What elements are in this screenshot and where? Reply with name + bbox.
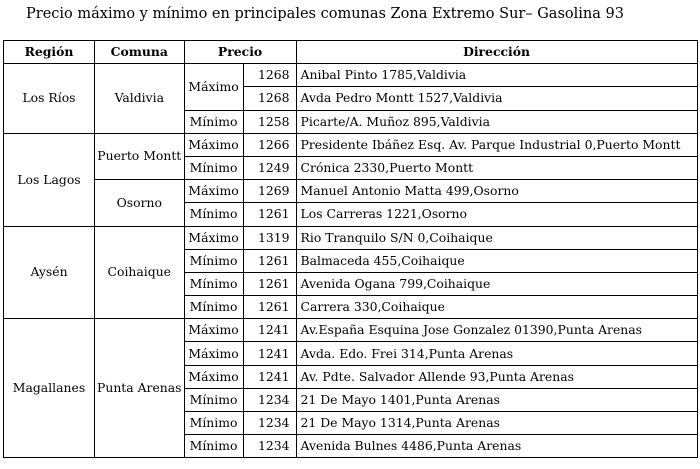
tipo-cell: Mínimo xyxy=(184,388,243,411)
direccion-cell: 21 De Mayo 1401,Punta Arenas xyxy=(296,388,697,411)
precio-cell: 1261 xyxy=(243,272,296,295)
direccion-cell: Avda Pedro Montt 1527,Valdivia xyxy=(296,87,697,110)
tipo-cell: Máximo xyxy=(184,180,243,203)
tipo-cell: Máximo xyxy=(184,342,243,365)
comuna-cell: Coihaique xyxy=(95,226,185,319)
table-row xyxy=(4,64,698,87)
precio-cell: 1241 xyxy=(243,342,296,365)
direccion-cell: Crónica 2330,Puerto Montt xyxy=(296,156,697,179)
comuna-cell: Osorno xyxy=(95,180,185,226)
direccion-cell: Rio Tranquilo S/N 0,Coihaique xyxy=(296,226,697,249)
tipo-cell: Máximo xyxy=(184,133,243,156)
tipo-cell: Mínimo xyxy=(184,296,243,319)
page-title: Precio máximo y mínimo en principales comunas Zona Extremo Sur– Gasolina 93 xyxy=(26,6,624,22)
direccion-cell: Av. Pdte. Salvador Allende 93,Punta Arenas xyxy=(296,365,697,388)
table-row xyxy=(4,180,698,203)
comuna-cell: Puerto Montt xyxy=(95,133,185,179)
direccion-cell: Manuel Antonio Matta 499,Osorno xyxy=(296,180,697,203)
tipo-cell: Mínimo xyxy=(184,110,243,133)
direccion-cell: Carrera 330,Coihaique xyxy=(296,296,697,319)
direccion-cell: Avenida Ogana 799,Coihaique xyxy=(296,272,697,295)
precio-cell: 1249 xyxy=(243,156,296,179)
precio-cell: 1234 xyxy=(243,435,296,458)
region-cell: Los Lagos xyxy=(4,133,95,226)
precio-cell: 1234 xyxy=(243,412,296,435)
direccion-cell: 21 De Mayo 1314,Punta Arenas xyxy=(296,412,697,435)
tipo-cell: Máximo xyxy=(184,365,243,388)
direccion-cell: Av.España Esquina Jose Gonzalez 01390,Punta Arenas xyxy=(296,319,697,342)
region-cell: Los Ríos xyxy=(4,64,95,134)
tipo-cell: Mínimo xyxy=(184,272,243,295)
region-cell: Magallanes xyxy=(4,319,95,458)
table-row xyxy=(4,133,698,156)
precio-cell: 1258 xyxy=(243,110,296,133)
region-cell: Aysén xyxy=(4,226,95,319)
precio-cell: 1266 xyxy=(243,133,296,156)
precio-cell: 1319 xyxy=(243,226,296,249)
tipo-cell: Máximo xyxy=(184,226,243,249)
precio-cell: 1234 xyxy=(243,388,296,411)
tipo-cell: Mínimo xyxy=(184,412,243,435)
direccion-cell: Los Carreras 1221,Osorno xyxy=(296,203,697,226)
header-comuna: Comuna xyxy=(95,41,185,64)
direccion-cell: Presidente Ibáñez Esq. Av. Parque Industrial 0,Puerto Montt xyxy=(296,133,697,156)
precio-cell: 1241 xyxy=(243,319,296,342)
comuna-cell: Punta Arenas xyxy=(95,319,185,458)
precio-cell: 1261 xyxy=(243,296,296,319)
tipo-cell: Mínimo xyxy=(184,156,243,179)
table-row xyxy=(4,226,698,249)
comuna-cell: Valdivia xyxy=(95,64,185,134)
header-direccion: Dirección xyxy=(296,41,697,64)
direccion-cell: Avenida Bulnes 4486,Punta Arenas xyxy=(296,435,697,458)
header-region: Región xyxy=(4,41,95,64)
header-precio: Precio xyxy=(184,41,296,64)
direccion-cell: Avda. Edo. Frei 314,Punta Arenas xyxy=(296,342,697,365)
tipo-cell: Mínimo xyxy=(184,203,243,226)
precio-cell: 1268 xyxy=(243,64,296,87)
direccion-cell: Balmaceda 455,Coihaique xyxy=(296,249,697,272)
tipo-cell: Mínimo xyxy=(184,249,243,272)
table-header-row xyxy=(4,41,698,64)
tipo-cell: Máximo xyxy=(184,319,243,342)
price-table xyxy=(3,40,698,458)
precio-cell: 1269 xyxy=(243,180,296,203)
table-row xyxy=(4,319,698,342)
tipo-cell: Máximo xyxy=(184,64,243,110)
tipo-cell: Mínimo xyxy=(184,435,243,458)
precio-cell: 1268 xyxy=(243,87,296,110)
precio-cell: 1261 xyxy=(243,203,296,226)
direccion-cell: Picarte/A. Muñoz 895,Valdivia xyxy=(296,110,697,133)
precio-cell: 1241 xyxy=(243,365,296,388)
direccion-cell: Anibal Pinto 1785,Valdivia xyxy=(296,64,697,87)
precio-cell: 1261 xyxy=(243,249,296,272)
